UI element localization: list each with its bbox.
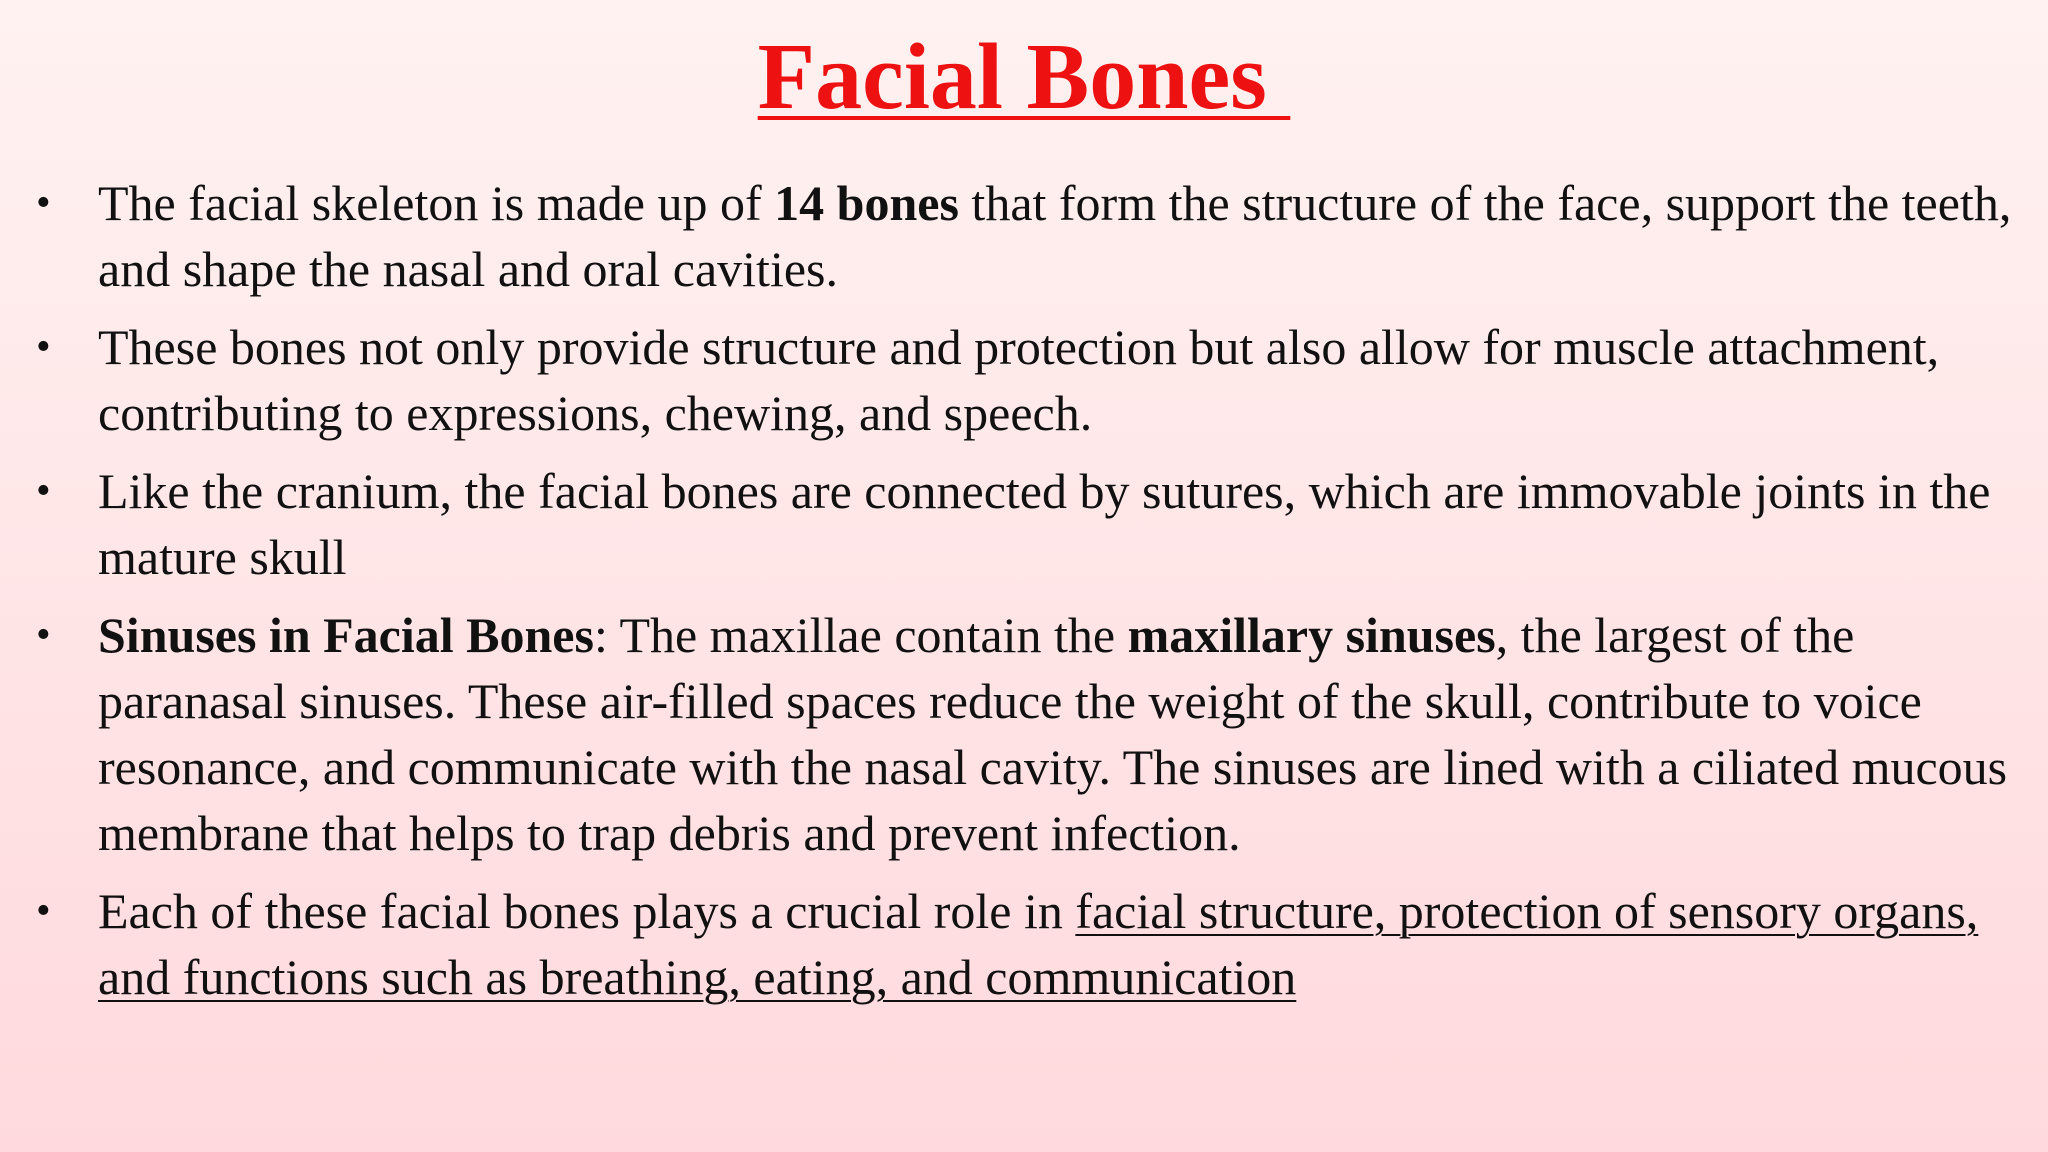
bullet-item-4 <box>36 602 2016 866</box>
bullet-dot: • <box>36 324 51 370</box>
bullet-text: Like the cranium, the facial bones are connected by sutures, which are immovable joints in the mature skull <box>98 463 1991 585</box>
bullet-underlined-text: facial structure, protection of sensory organs, and functions such as breathing, eating, and communication <box>98 883 1979 1005</box>
bullet-text: that form the structure of the face, support the teeth, and shape the nasal and oral cavities. <box>98 175 2012 297</box>
bullet-dot: • <box>36 612 51 658</box>
bullet-bold-text: maxillary sinuses <box>1127 607 1496 663</box>
bullet-dot: • <box>36 468 51 514</box>
bullet-item-2 <box>36 314 2016 446</box>
bullet-item-1 <box>36 170 2016 302</box>
bullet-bold-text: Sinuses in Facial Bones <box>98 607 594 663</box>
bullet-text: , the largest of the paranasal sinuses. These air-filled spaces reduce the weight of the skull, contribute to voice resonance, and communicate with the nasal cavity. The sinuses are lined with a ciliated mucous membrane that helps to trap debris and prevent infection. <box>98 607 2008 861</box>
bullet-text: Each of these facial bones plays a crucial role in <box>98 883 1076 939</box>
bullet-text: These bones not only provide structure and protection but also allow for muscle attachment, contributing to expressions, chewing, and speech. <box>98 319 1940 441</box>
bullet-dot: • <box>36 888 51 934</box>
bullet-bold-text: 14 bones <box>774 175 959 231</box>
bullet-text: The facial skeleton is made up of <box>98 175 775 231</box>
bullet-item-3 <box>36 458 2016 590</box>
slide-title: Facial Bones <box>757 25 1291 129</box>
bullet-dot: • <box>36 180 51 226</box>
bullet-item-5 <box>36 878 2016 1010</box>
bullet-text: : The maxillae contain the <box>593 607 1128 663</box>
bullet-list <box>36 170 2016 1022</box>
